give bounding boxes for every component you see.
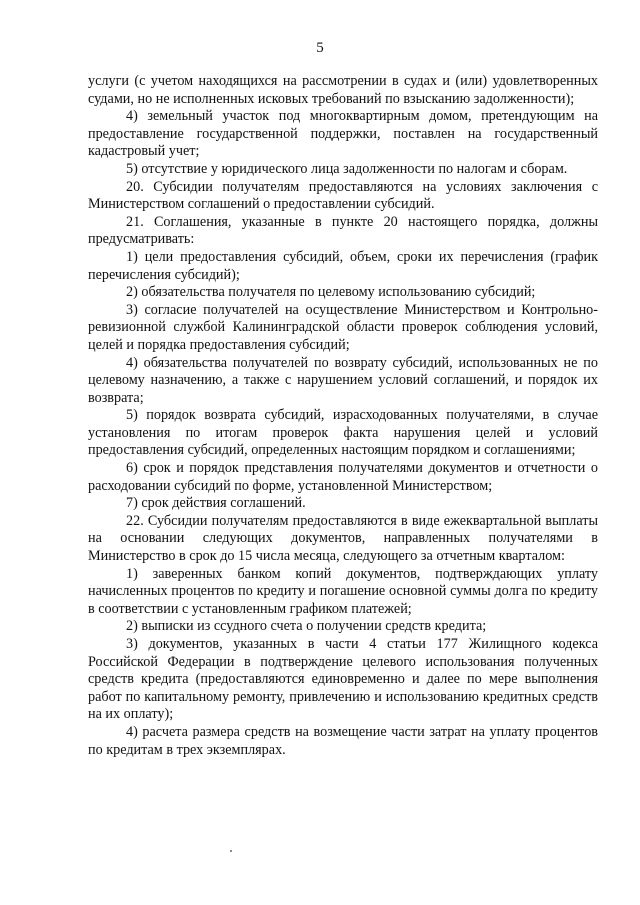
paragraph: 7) срок действия соглашений. (126, 495, 306, 512)
paragraph: 4) расчета размера средств на возмещение части затрат на уплату процентов по кредитам в трех экземплярах. (88, 723, 598, 758)
paragraph: 6) срок и порядок представления получателями документов и отчетности о расходовании субсидий по форме, установленной Министерством; (88, 460, 598, 494)
paragraph: 2) выписки из ссудного счета о получении средств кредита; (126, 618, 487, 635)
paragraph: 5) порядок возврата субсидий, израсходованных получателями, в случае установления по итогам проверок факта нарушения целей и условий предоставления субсидий, определенных настоящим порядком и соглашениями; (88, 407, 598, 459)
document-body (88, 73, 598, 759)
paragraph: 4) обязательства получателей по возврату субсидий, использованных не по целевому назначению, а также с нарушением условий соглашений, и порядок их возврата; (88, 354, 598, 406)
page-number: 5 (316, 40, 324, 56)
paragraph: 2) обязательства получателя по целевому использованию субсидий; (126, 284, 536, 301)
paragraph: услуги (с учетом находящихся на рассмотрении в судах и (или) удовлетворенных судами, но не исполненных исковых требований по взысканию задолженности); (88, 73, 598, 107)
paragraph: 20. Субсидии получателям предоставляются на условиях заключения с Министерством соглашений о предоставлении субсидий. (88, 178, 598, 213)
paragraph: 3) согласие получателей на осуществление Министерством и Контрольно-ревизионной службой Калининградской области проверок соблюдения условий, целей и порядка предоставления субсидий; (88, 301, 598, 353)
paragraph: 4) земельный участок под многоквартирным домом, претендующим на предоставление государственной поддержки, поставлен на государственный кадастровый учет; (88, 108, 598, 160)
paragraph: 1) заверенных банком копий документов, подтверждающих уплату начисленных процентов по кредиту и погашение основной суммы долга по кредиту в соответствии с установленным графиком платежей; (88, 565, 598, 617)
paragraph: 1) цели предоставления субсидий, объем, сроки их перечисления (график перечисления субсидий); (88, 248, 598, 283)
paragraph: 21. Соглашения, указанные в пункте 20 настоящего порядка, должны предусматривать: (88, 213, 598, 248)
paragraph: 22. Субсидии получателям предоставляются в виде ежеквартальной выплаты на основании следующих документов, направленных получателями в Министерство в срок до 15 числа месяца, следующего за отчетным кварталом: (88, 512, 598, 565)
paragraph: 3) документов, указанных в части 4 статьи 177 Жилищного кодекса Российской Федерации в подтверждение целевого использования полученных средств кредита (предоставляются единовременно и далее по мере выполнения работ по капитальному ремонту, привлечению и использованию кредитных средств на их оплату); (88, 636, 598, 723)
scan-speck (230, 850, 232, 852)
paragraph: 5) отсутствие у юридического лица задолженности по налогам и сборам. (126, 160, 568, 177)
